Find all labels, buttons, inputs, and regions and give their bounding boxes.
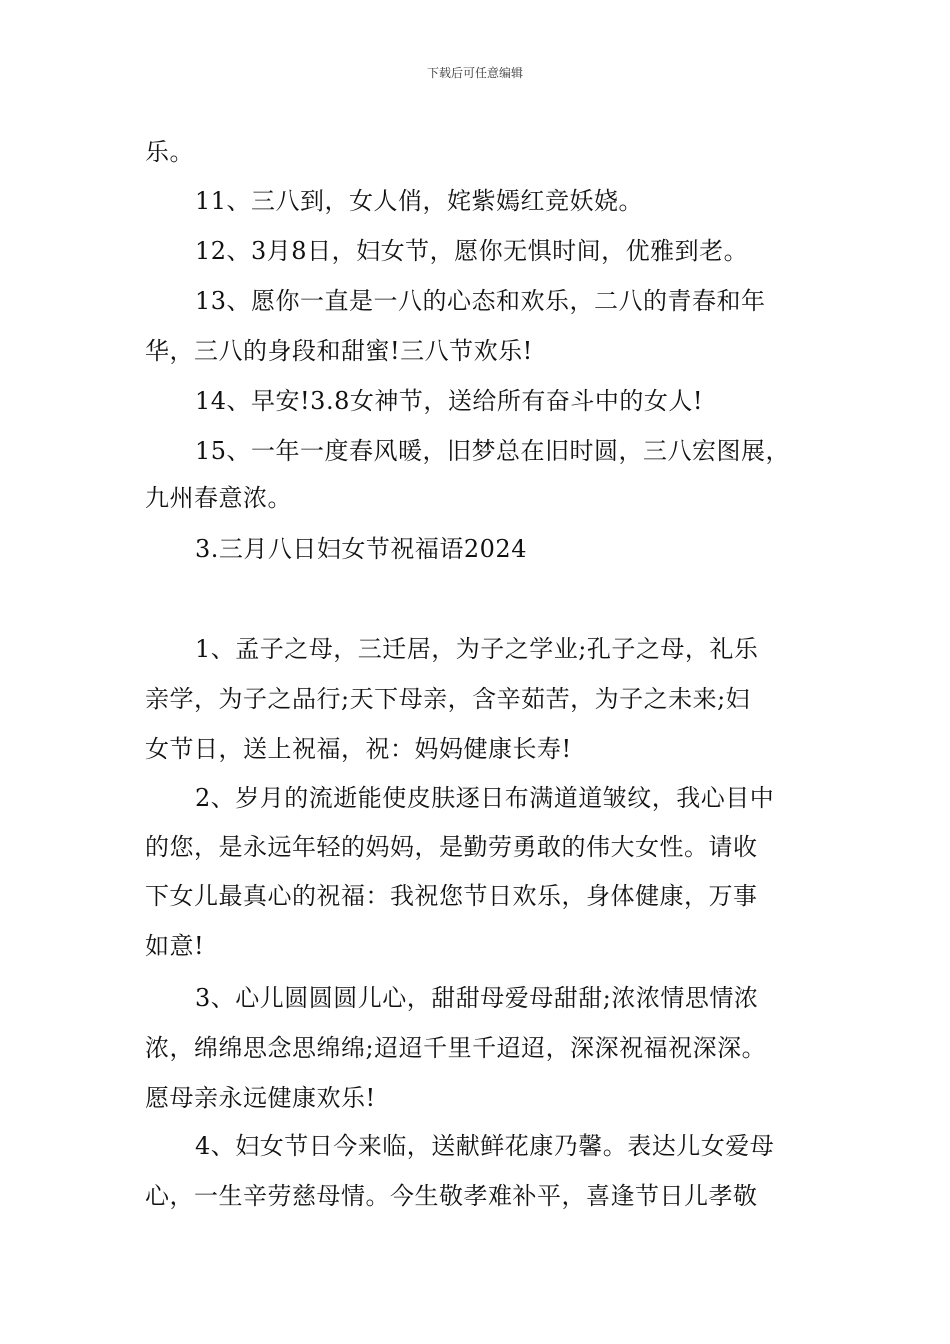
text-line: 1、孟子之母，三迁居，为子之学业;孔子之母，礼乐 bbox=[195, 635, 759, 663]
text-line: 的您，是永远年轻的妈妈，是勤劳勇敢的伟大女性。请收 bbox=[145, 833, 758, 861]
text-line: 心，一生辛劳慈母情。今生敬孝难补平，喜逢节日儿孝敬 bbox=[145, 1182, 758, 1210]
section-heading: 3.三月八日妇女节祝福语2024 bbox=[195, 535, 527, 563]
text-line: 11、三八到，女人俏，姹紫嫣红竞妖娆。 bbox=[195, 187, 644, 215]
text-line: 3、心儿圆圆圆儿心，甜甜母爱母甜甜;浓浓情思情浓 bbox=[195, 984, 759, 1012]
text-line: 女节日，送上祝福，祝：妈妈健康长寿! bbox=[145, 735, 572, 763]
text-line: 4、妇女节日今来临，送献鲜花康乃馨。表达儿女爱母 bbox=[195, 1132, 775, 1160]
text-line: 15、一年一度春风暖，旧梦总在旧时圆，三八宏图展， bbox=[195, 437, 791, 465]
page-header: 下载后可任意编辑 bbox=[426, 66, 523, 80]
text-line: 九州春意浓。 bbox=[145, 484, 292, 512]
text-line: 14、早安!3.8女神节，送给所有奋斗中的女人! bbox=[195, 387, 703, 415]
text-line: 浓，绵绵思念思绵绵;迢迢千里千迢迢，深深祝福祝深深。 bbox=[145, 1034, 767, 1062]
text-line: 华，三八的身段和甜蜜!三八节欢乐! bbox=[145, 337, 533, 365]
text-line: 13、愿你一直是一八的心态和欢乐，二八的青春和年 bbox=[195, 287, 766, 315]
text-line: 2、岁月的流逝能使皮肤逐日布满道道皱纹，我心目中 bbox=[195, 784, 775, 812]
text-line: 如意! bbox=[145, 932, 205, 960]
text-line: 乐。 bbox=[145, 138, 194, 166]
text-line: 愿母亲永远健康欢乐! bbox=[145, 1084, 376, 1112]
text-line: 下女儿最真心的祝福：我祝您节日欢乐，身体健康，万事 bbox=[145, 882, 758, 910]
text-line: 12、3月8日，妇女节，愿你无惧时间，优雅到老。 bbox=[195, 237, 749, 265]
text-line: 亲学，为子之品行;天下母亲，含辛茹苦，为子之未来;妇 bbox=[145, 685, 751, 713]
